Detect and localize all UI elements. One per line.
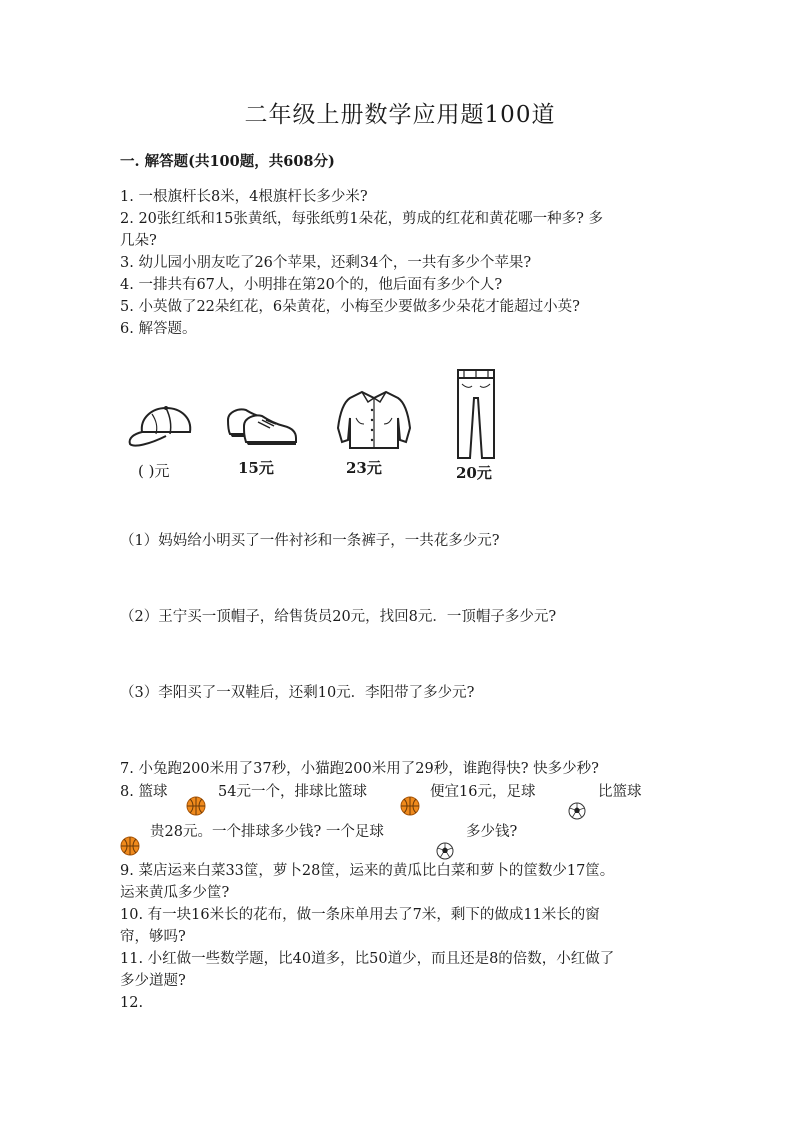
soccer-ball-icon-2 (436, 842, 454, 860)
question-2-line-1: 2. 20张红纸和15张黄纸，每张纸剪1朵花，剪成的红花和黄花哪一种多? 多 (120, 211, 603, 227)
soccer-ball-icon (568, 802, 586, 820)
question-9-line-1: 9. 菜店运来白菜33筐，萝卜28筐，运来的黄瓜比白菜和萝卜的筐数少17筐。 (120, 863, 615, 879)
shoes-price-label: 15元 (238, 459, 274, 477)
question-6-part-1: （1）妈妈给小明买了一件衬衫和一条裤子，一共花多少元? (120, 533, 500, 549)
question-5: 5. 小英做了22朵红花，6朵黄花，小梅至少要做多少朵花才能超过小英? (120, 299, 580, 315)
question-8-part-a: 8. 篮球 (120, 784, 168, 800)
question-6-part-2: （2）王宁买一顶帽子，给售货员20元，找回8元．一顶帽子多少元? (120, 609, 557, 625)
question-8-part-d: 比篮球 (598, 784, 642, 800)
shirt-price-label: 23元 (346, 459, 382, 477)
question-11-line-2: 多少道题? (120, 973, 186, 989)
volleyball-icon (400, 796, 420, 816)
question-9-line-2: 运来黄瓜多少筐? (120, 885, 230, 901)
hat-price-label: ( )元 (138, 462, 170, 480)
page-title: 二年级上册数学应用题100道 (244, 102, 556, 128)
pants-icon (452, 368, 500, 462)
question-8-part-b: 54元一个，排球比篮球 (218, 784, 367, 800)
question-11-line-1: 11. 小红做一些数学题，比40道多，比50道少，而且还是8的倍数，小红做了 (120, 951, 615, 967)
question-2-line-2: 几朵? (120, 233, 157, 249)
question-10-line-1: 10. 有一块16米长的花布，做一条床单用去了7米，剩下的做成11米长的窗 (120, 907, 600, 923)
question-7: 7. 小兔跑200米用了37秒，小猫跑200米用了29秒，谁跑得快? 快多少秒? (120, 761, 599, 777)
shirt-icon (334, 388, 414, 452)
question-3: 3. 幼儿园小朋友吃了26个苹果，还剩34个，一共有多少个苹果? (120, 255, 532, 271)
question-1: 1. 一根旗杆长8米，4根旗杆长多少米? (120, 189, 368, 205)
question-12: 12. (120, 995, 144, 1011)
pants-price-label: 20元 (456, 464, 492, 482)
section-heading: 一. 解答题(共100题，共608分) (120, 153, 335, 170)
shoes-icon (224, 402, 300, 448)
question-8-part-e: 贵28元。一个排球多少钱? 一个足球 (150, 824, 384, 840)
question-6: 6. 解答题。 (120, 321, 197, 337)
question-8-part-c: 便宜16元，足球 (430, 784, 536, 800)
question-8-part-f: 多少钱? (466, 824, 518, 840)
basketball-icon (186, 796, 206, 816)
question-10-line-2: 帘，够吗? (120, 929, 186, 945)
basketball-icon-2 (120, 836, 140, 856)
question-4: 4. 一排共有67人，小明排在第20个的，他后面有多少个人? (120, 277, 503, 293)
question-6-part-3: （3）李阳买了一双鞋后，还剩10元．李阳带了多少元? (120, 685, 475, 701)
cap-icon (126, 402, 196, 450)
